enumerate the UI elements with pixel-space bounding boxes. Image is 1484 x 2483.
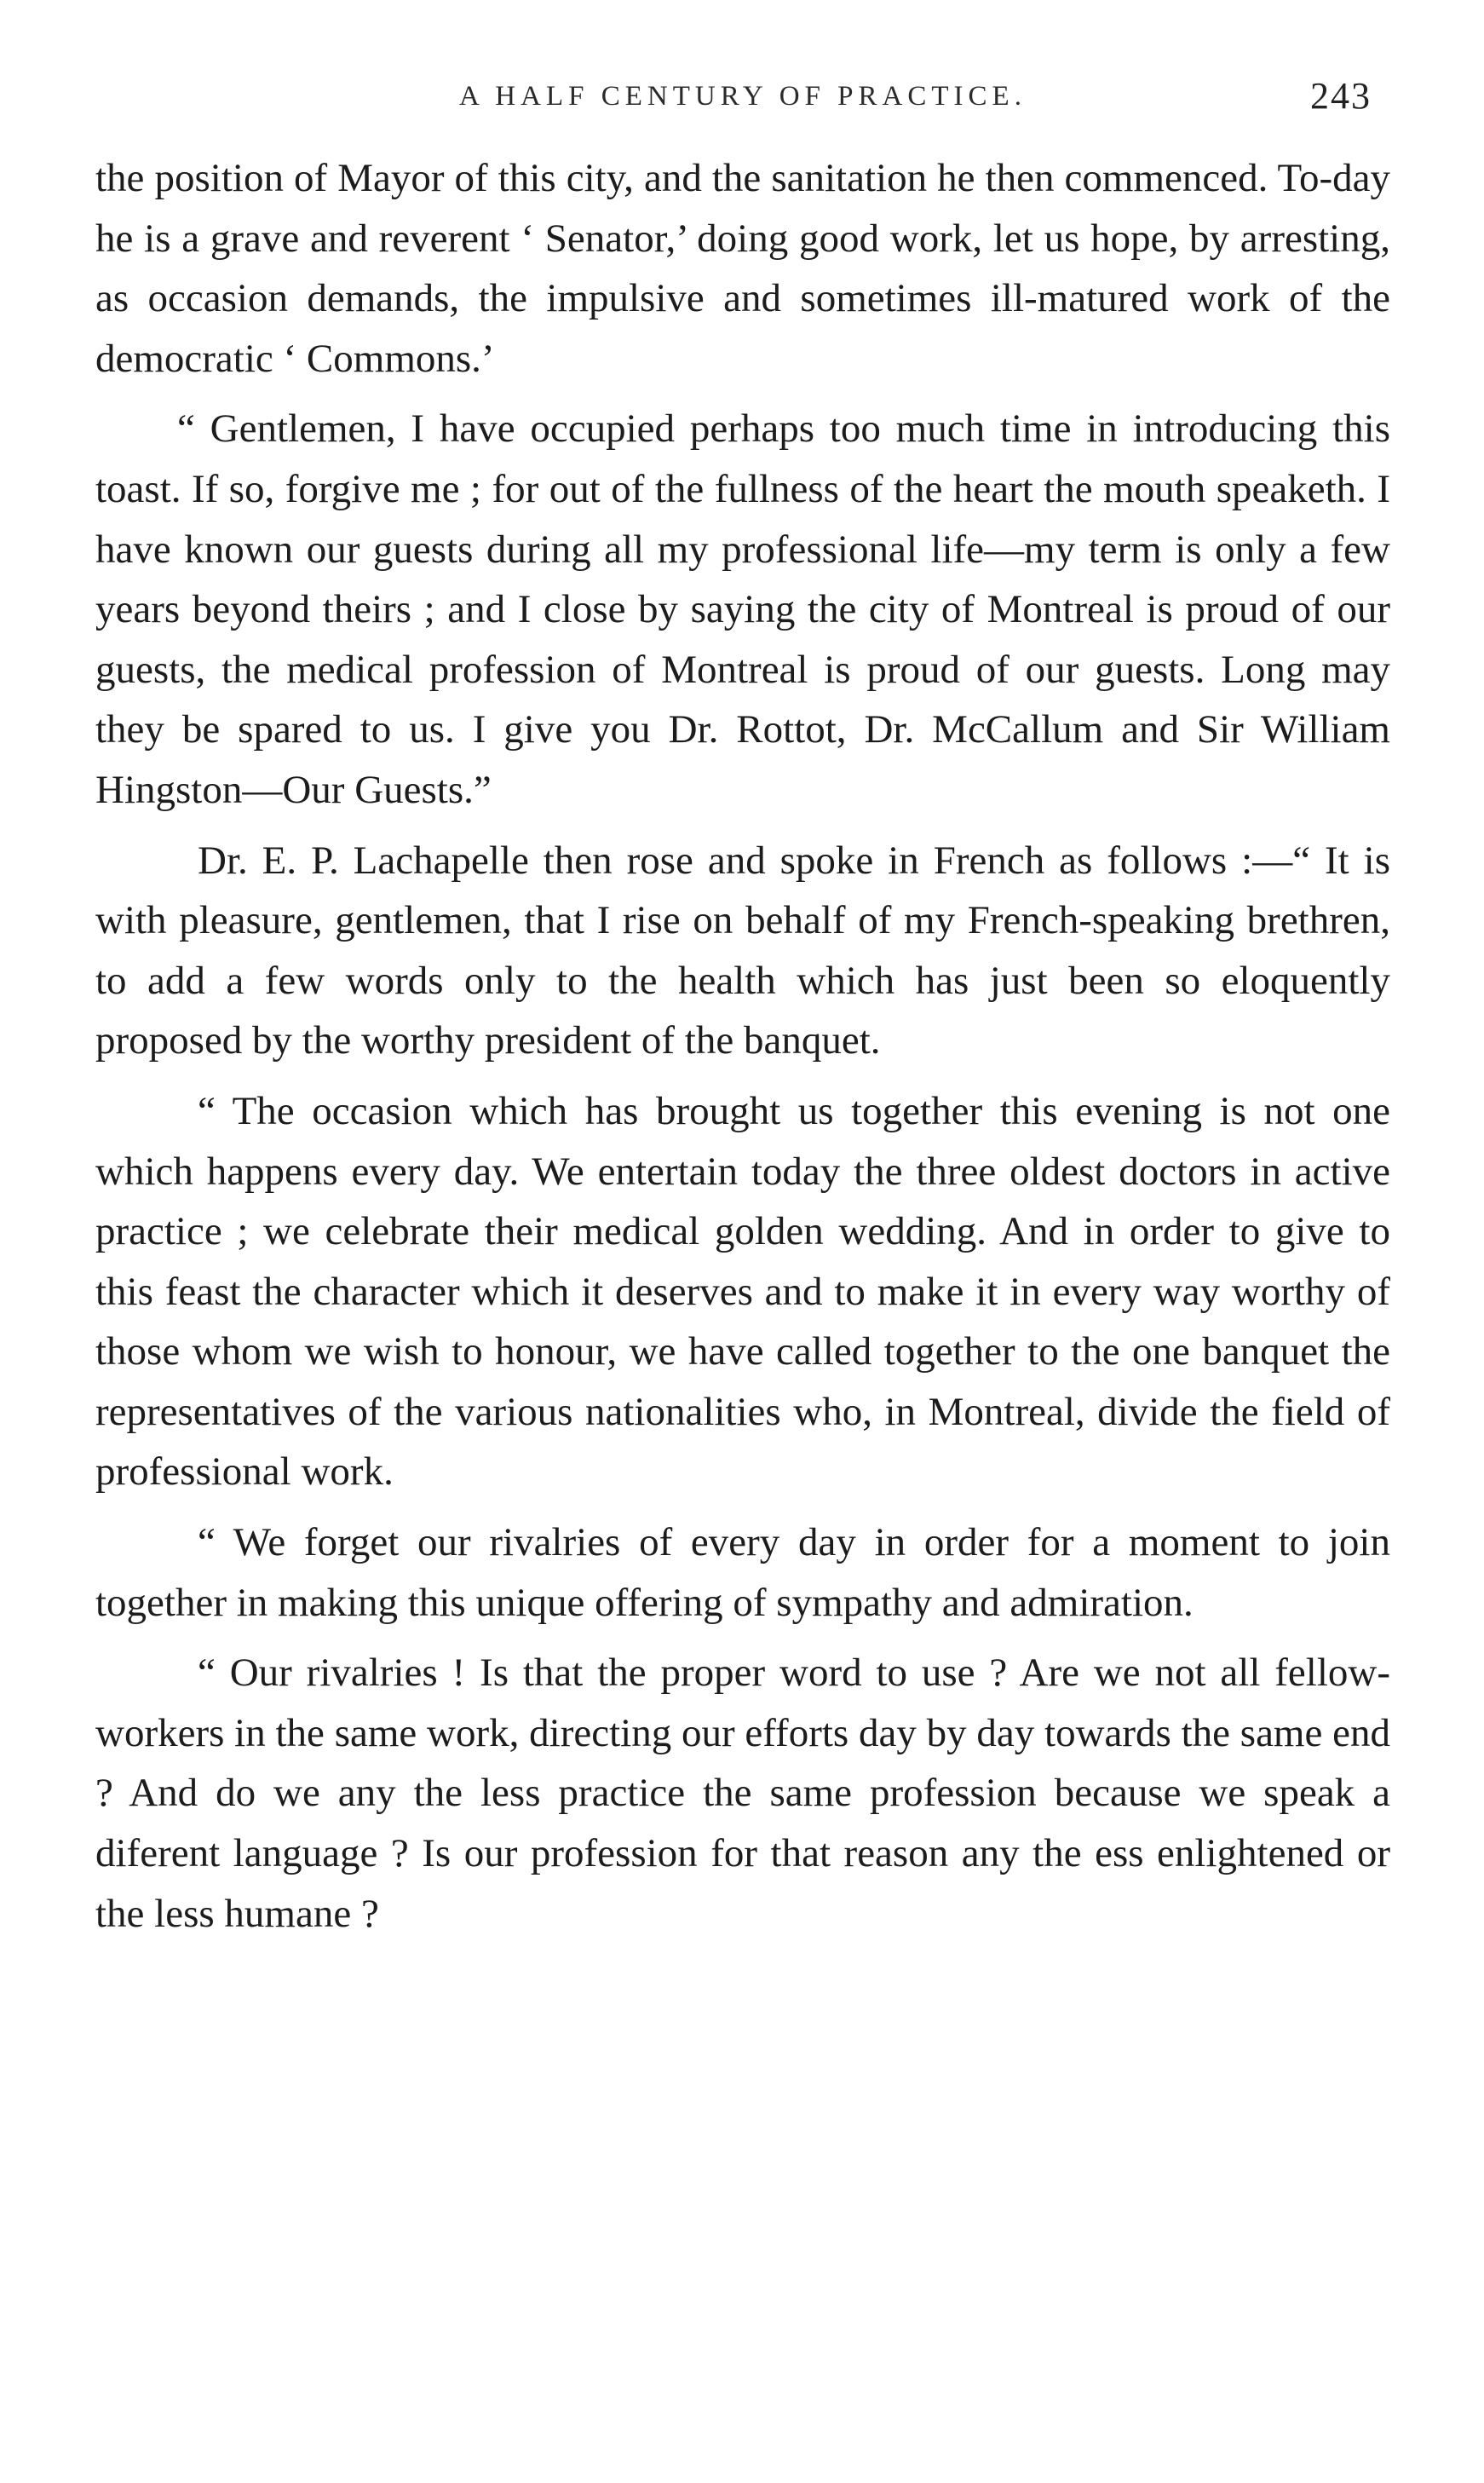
paragraph-toast-closing: “ Gentlemen, I have occupied perhaps too much time in introducing this toast. If so, forgive me ; for out of the fullness of the heart the mouth speaketh. I have known our guests during all my professional life—my term is only a few years beyond theirs ; and I close by saying the city of Montreal is proud of our guests, the medical profession of Montreal is proud of our guests. Long may they be spared to us. I give you Dr. Rottot, Dr. McCallum and Sir William Hingston—Our Guests.” — [95, 406, 1390, 812]
running-title: A HALF CENTURY OF PRACTICE. — [459, 81, 1027, 112]
paragraph-lachapelle-intro: Dr. E. P. Lachapelle then rose and spoke in French as follows :—“ It is with pleasure, gentlemen, that I rise on behalf of my French-speaking brethren, to add a few words only to the health which has just been so eloquently proposed by the worthy president of the banquet. — [95, 838, 1390, 1063]
paragraph-occasion: “ The occasion which has brought us together this evening is not one which happens every day. We entertain today the three oldest doctors in active practice ; we celebrate their medical golden wedding. And in order to give to this feast the character which it deserves and to make it in every way worthy of those whom we wish to honour, we have called together to the one banquet the representatives of the various nationalities who, in Montreal, divide the field of professional work. — [95, 1088, 1390, 1495]
paragraph-continuation: the position of Mayor of this city, and the sanitation he then commenced. To-day he is a grave and reverent ‘ Senator,’ doing good work, let us hope, by arresting, as occasion demands, the impulsive and sometimes ill-matured work of the democratic ‘ Commons.’ — [95, 156, 1390, 381]
body-text — [95, 148, 1390, 1954]
paragraph-rivalries: “ We forget our rivalries of every day in order for a moment to join together in making this unique offering of sympathy and admiration. — [95, 1520, 1390, 1625]
running-head — [95, 66, 1390, 126]
paragraph-fellow-workers: “ Our rivalries ! Is that the proper word to use ? Are we not all fellow-workers in the same work, directing our efforts day by day towards the same end ? And do we any the less practice the same profession because we speak a diferent language ? Is our profession for that reason any the ess enlightened or the less humane ? — [95, 1651, 1390, 1936]
page-number: 243 — [1310, 75, 1372, 117]
